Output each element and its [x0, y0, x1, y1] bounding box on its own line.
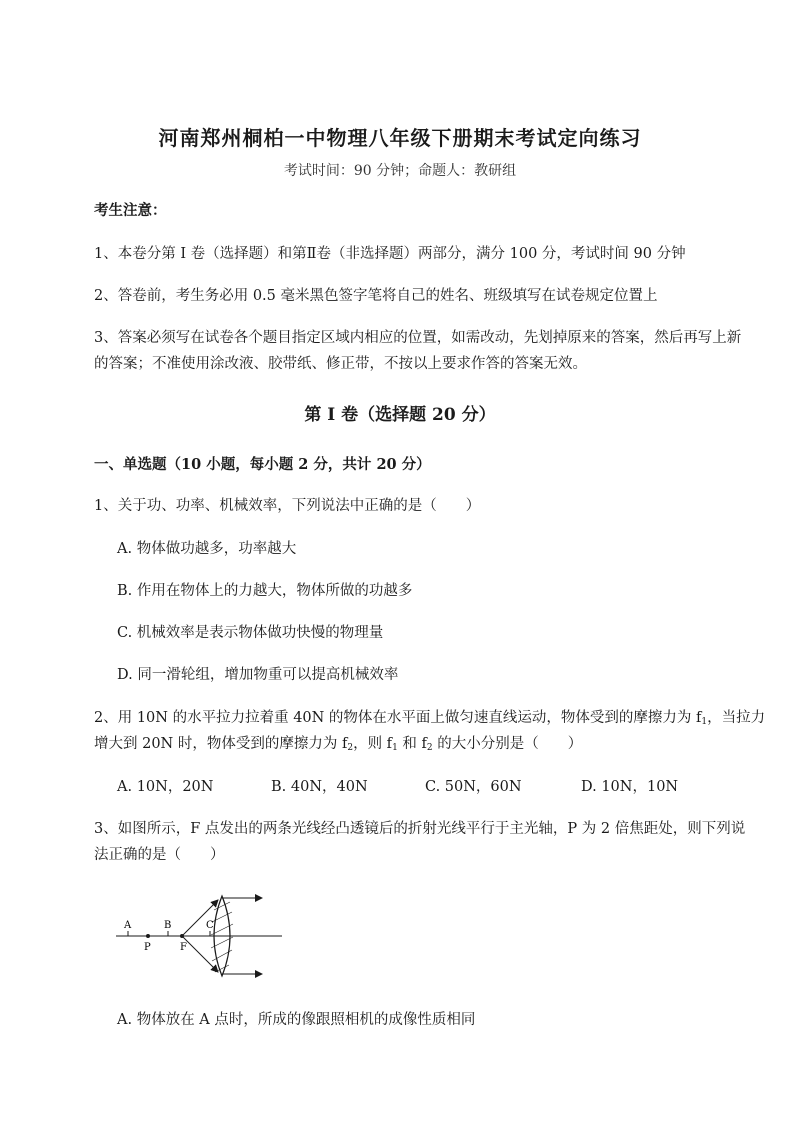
page-title: 河南郑州桐柏一中物理八年级下册期末考试定向练习: [158, 126, 642, 150]
notice-item-3-continued: 的答案；不准使用涂改液、胶带纸、修正带，不按以上要求作答的答案无效。: [94, 356, 587, 372]
question-1-option-d: D. 同一滑轮组，增加物重可以提高机械效率: [117, 667, 399, 683]
question-3-option-a: A. 物体放在 A 点时，所成的像跟照相机的成像性质相同: [117, 1012, 476, 1028]
question-1-option-b: B. 作用在物体上的力越大，物体所做的功越多: [117, 583, 413, 599]
question-2-option-a: A. 10N，20N: [117, 779, 214, 795]
question-1-option-c: C. 机械效率是表示物体做功快慢的物理量: [117, 625, 384, 641]
notice-item-2: 2、答卷前，考生务必用 0.5 毫米黑色签字笔将自己的姓名、班级填写在试卷规定位置上: [94, 288, 658, 304]
notice-heading: 考生注意：: [94, 202, 167, 219]
label-b: B: [164, 920, 172, 931]
question-2-option-d: D. 10N，10N: [581, 779, 679, 795]
point-p: [146, 934, 150, 938]
question-2-stem-line-1: 2、用 10N 的水平拉力拉着重 40N 的物体在水平面上做匀速直线运动，物体受到的摩擦力为 $f_1$，当拉力: [94, 710, 766, 727]
convex-lens-diagram: [110, 880, 290, 990]
question-1-option-a: A. 物体做功越多，功率越大: [117, 541, 297, 557]
question-2-option-c: C. 50N，60N: [425, 779, 522, 795]
label-p: P: [144, 942, 151, 953]
label-a: A: [124, 920, 132, 931]
part-heading: 一、单选题（10 小题，每小题 2 分，共计 20 分）: [94, 456, 431, 473]
question-3-stem-line-1: 3、如图所示，F 点发出的两条光线经凸透镜后的折射光线平行于主光轴，P 为 2 倍焦距处，则下列说: [94, 821, 746, 837]
notice-item-3: 3、答案必须写在试卷各个题目指定区域内相应的位置，如需改动，先划掉原来的答案，然后再写上新: [94, 330, 742, 346]
exam-info: 考试时间：90 分钟；命题人：教研组: [283, 163, 517, 179]
label-c: C: [206, 920, 214, 931]
question-3-stem-line-2: 法正确的是（ ）: [94, 847, 225, 863]
question-1-stem: 1、关于功、功率、机械效率，下列说法中正确的是（ ）: [94, 498, 481, 514]
incident-ray-lower: [182, 936, 218, 972]
notice-item-1: 1、本卷分第 I 卷（选择题）和第Ⅱ卷（非选择题）两部分，满分 100 分，考试时间 90 分钟: [94, 246, 686, 262]
question-2-stem-line-2: 增大到 20N 时，物体受到的摩擦力为 $f_2$，则 $f_1$ 和 $f_2$ 的大小分别是（ ）: [94, 736, 583, 753]
section-title: 第 I 卷（选择题 20 分）: [304, 405, 496, 425]
point-f: [180, 934, 184, 938]
question-2-option-b: B. 40N，40N: [271, 779, 368, 795]
label-f: F: [180, 942, 187, 953]
